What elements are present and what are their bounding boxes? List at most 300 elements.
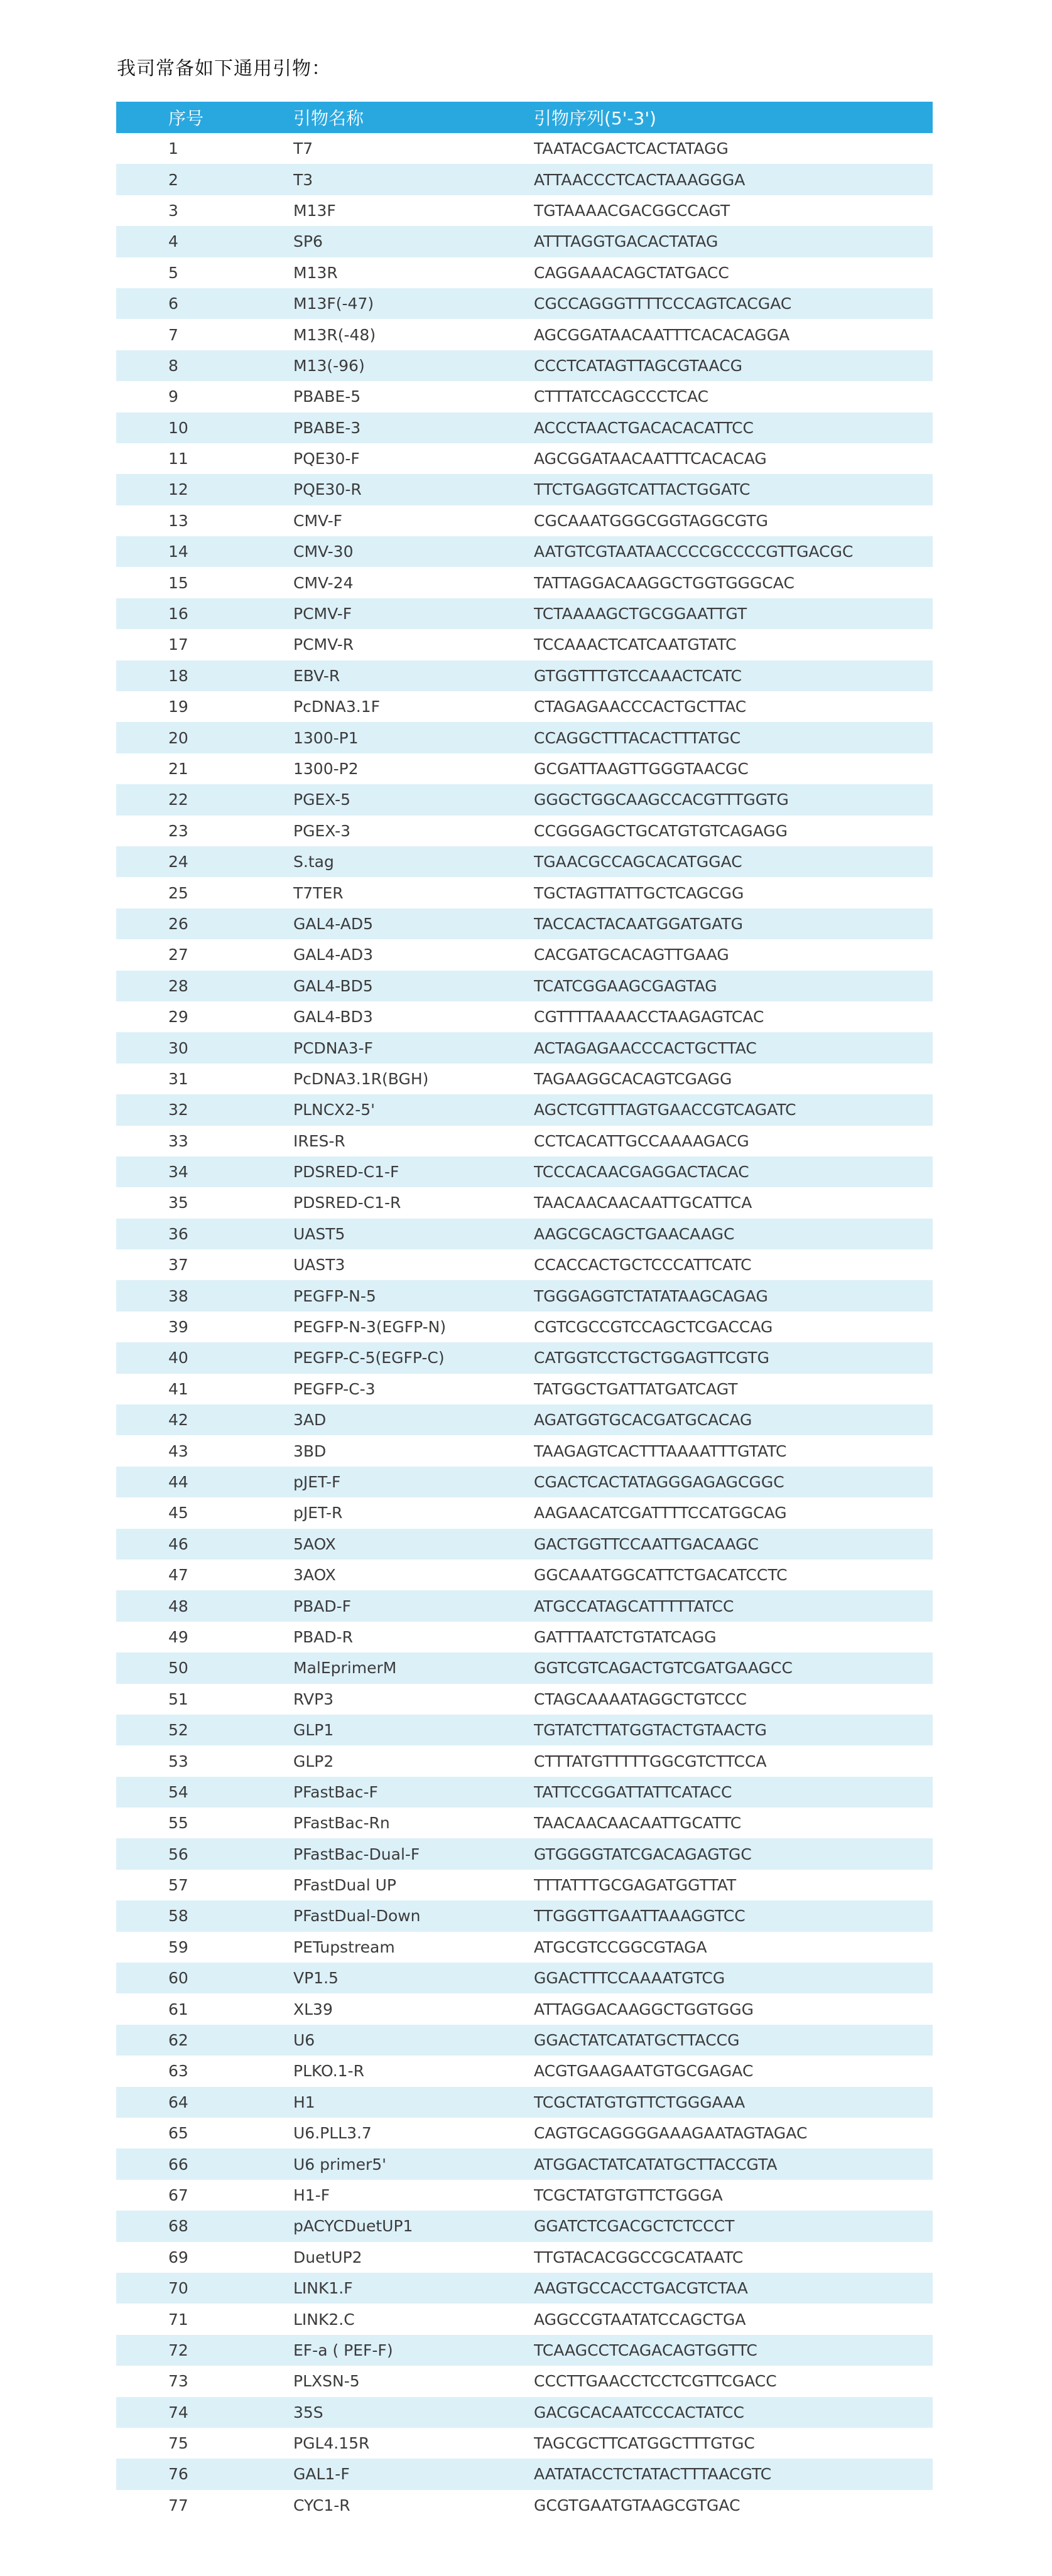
- table-row: [116, 1064, 933, 1094]
- table-row: [116, 1715, 933, 1745]
- cell-primer-name: DuetUP2: [293, 2242, 534, 2273]
- table-row: [116, 691, 933, 722]
- cell-primer-sequence: CTTTATGTTTTTGGCGTCTTCCA: [534, 1745, 933, 1776]
- table-row: [116, 1652, 933, 1683]
- cell-primer-sequence: TAATACGACTCACTATAGG: [534, 133, 933, 164]
- cell-number: 64: [116, 2087, 293, 2118]
- cell-primer-sequence: AGATGGTGCACGATGCACAG: [534, 1404, 933, 1435]
- cell-number: 75: [116, 2428, 293, 2459]
- cell-primer-sequence: CACGATGCACAGTTGAAG: [534, 939, 933, 970]
- cell-primer-name: GLP1: [293, 1715, 534, 1745]
- cell-primer-sequence: GGACTTTCCAAAATGTCG: [534, 1963, 933, 1993]
- cell-primer-name: PEGFP-C-3: [293, 1374, 534, 1404]
- cell-primer-sequence: TATTAGGACAAGGCTGGTGGGCAC: [534, 567, 933, 598]
- cell-primer-sequence: CAGTGCAGGGGAAAGAATAGTAGAC: [534, 2118, 933, 2148]
- cell-primer-sequence: TATTCCGGATTATTCATACC: [534, 1777, 933, 1808]
- table-row: [116, 846, 933, 877]
- cell-number: 20: [116, 722, 293, 753]
- cell-primer-sequence: GGTCGTCAGACTGTCGATGAAGCC: [534, 1652, 933, 1683]
- cell-number: 27: [116, 939, 293, 970]
- table-header-row: [116, 102, 933, 133]
- cell-primer-sequence: CTAGCAAAATAGGCTGTCCC: [534, 1684, 933, 1715]
- cell-primer-name: PFastBac-Rn: [293, 1808, 534, 1838]
- cell-primer-name: UAST3: [293, 1249, 534, 1280]
- cell-number: 19: [116, 691, 293, 722]
- cell-number: 63: [116, 2056, 293, 2086]
- table-row: [116, 133, 933, 164]
- cell-primer-name: 5AOX: [293, 1529, 534, 1560]
- cell-primer-sequence: CCCTTGAACCTCCTCGTTCGACC: [534, 2366, 933, 2396]
- table-row: [116, 2118, 933, 2148]
- cell-number: 51: [116, 1684, 293, 1715]
- cell-primer-sequence: AGGCCGTAATATCCAGCTGA: [534, 2304, 933, 2334]
- cell-primer-name: IRES-R: [293, 1126, 534, 1156]
- table-row: [116, 1932, 933, 1963]
- cell-primer-sequence: CTTTATCCAGCCCTCAC: [534, 381, 933, 412]
- cell-number: 71: [116, 2304, 293, 2334]
- cell-number: 29: [116, 1001, 293, 1032]
- cell-number: 39: [116, 1312, 293, 1342]
- cell-primer-sequence: TGGGAGGTCTATATAAGCAGAG: [534, 1280, 933, 1311]
- cell-primer-name: H1: [293, 2087, 534, 2118]
- cell-primer-name: PFastDual UP: [293, 1870, 534, 1900]
- cell-number: 35: [116, 1187, 293, 1218]
- cell-number: 18: [116, 660, 293, 691]
- cell-number: 6: [116, 288, 293, 319]
- table-row: [116, 1745, 933, 1776]
- cell-number: 69: [116, 2242, 293, 2273]
- table-row: [116, 412, 933, 443]
- cell-primer-name: RVP3: [293, 1684, 534, 1715]
- table-row: [116, 288, 933, 319]
- cell-primer-sequence: ATGCGTCCGGCGTAGA: [534, 1932, 933, 1963]
- table-row: [116, 1467, 933, 1497]
- cell-number: 74: [116, 2397, 293, 2428]
- cell-primer-name: 3BD: [293, 1435, 534, 1466]
- cell-primer-name: LINK2.C: [293, 2304, 534, 2334]
- cell-primer-name: GAL4-AD5: [293, 908, 534, 939]
- table-row: [116, 1870, 933, 1900]
- cell-primer-name: PGEX-3: [293, 816, 534, 846]
- cell-primer-name: UAST5: [293, 1219, 534, 1249]
- cell-number: 11: [116, 443, 293, 474]
- table-row: [116, 257, 933, 288]
- cell-number: 68: [116, 2211, 293, 2241]
- cell-number: 43: [116, 1435, 293, 1466]
- table-body: [116, 133, 933, 2521]
- cell-primer-sequence: CCACCACTGCTCCCATTCATC: [534, 1249, 933, 1280]
- cell-number: 5: [116, 257, 293, 288]
- cell-primer-name: PGL4.15R: [293, 2428, 534, 2459]
- cell-primer-sequence: ATGGACTATCATATGCTTACCGTA: [534, 2148, 933, 2179]
- cell-primer-sequence: CAGGAAACAGCTATGACC: [534, 257, 933, 288]
- cell-number: 33: [116, 1126, 293, 1156]
- table-row: [116, 164, 933, 195]
- table-row: [116, 1312, 933, 1342]
- table-row: [116, 2180, 933, 2211]
- page-title: 我司常备如下通用引物：: [117, 58, 331, 80]
- cell-primer-name: PETupstream: [293, 1932, 534, 1963]
- table-row: [116, 1838, 933, 1869]
- cell-primer-name: U6 primer5': [293, 2148, 534, 2179]
- cell-number: 67: [116, 2180, 293, 2211]
- cell-number: 3: [116, 195, 293, 226]
- table-row: [116, 2366, 933, 2396]
- cell-primer-sequence: CCAGGCTTTACACTTTATGC: [534, 722, 933, 753]
- cell-primer-name: pJET-R: [293, 1497, 534, 1528]
- table-row: [116, 1374, 933, 1404]
- table-row: [116, 598, 933, 629]
- cell-primer-sequence: CGCAAATGGGCGGTAGGCGTG: [534, 505, 933, 536]
- cell-primer-sequence: TAGCGCTTCATGGCTTTGTGC: [534, 2428, 933, 2459]
- table-row: [116, 1808, 933, 1838]
- cell-primer-name: CMV-F: [293, 505, 534, 536]
- cell-primer-name: MalEprimerM: [293, 1652, 534, 1683]
- cell-primer-sequence: CGTTTTAAAACCTAAGAGTCAC: [534, 1001, 933, 1032]
- cell-number: 60: [116, 1963, 293, 1993]
- cell-primer-sequence: TCCAAACTCATCAATGTATC: [534, 629, 933, 660]
- cell-primer-sequence: ATTAACCCTCACTAAAGGGA: [534, 164, 933, 195]
- table-row: [116, 1777, 933, 1808]
- cell-number: 25: [116, 877, 293, 908]
- cell-number: 42: [116, 1404, 293, 1435]
- table-row: [116, 816, 933, 846]
- table-row: [116, 1126, 933, 1156]
- cell-primer-sequence: CCGGGAGCTGCATGTGTCAGAGG: [534, 816, 933, 846]
- cell-primer-name: pACYCDuetUP1: [293, 2211, 534, 2241]
- table-row: [116, 1280, 933, 1311]
- table-row: [116, 1187, 933, 1218]
- cell-primer-sequence: ATTTAGGTGACACTATAG: [534, 226, 933, 257]
- cell-primer-sequence: TAAGAGTCACTTTAAAATTTGTATC: [534, 1435, 933, 1466]
- table-row: [116, 567, 933, 598]
- cell-primer-name: GLP2: [293, 1745, 534, 1776]
- cell-number: 23: [116, 816, 293, 846]
- primer-table: [116, 102, 933, 2521]
- cell-primer-name: PLKO.1-R: [293, 2056, 534, 2086]
- cell-primer-name: PFastBac-F: [293, 1777, 534, 1808]
- cell-primer-sequence: GGCAAATGGCATTCTGACATCCTC: [534, 1560, 933, 1590]
- table-row: [116, 1497, 933, 1528]
- cell-number: 66: [116, 2148, 293, 2179]
- cell-primer-name: CMV-30: [293, 536, 534, 567]
- cell-primer-sequence: CGCCAGGGTTTTCCCAGTCACGAC: [534, 288, 933, 319]
- cell-primer-sequence: TCAAGCCTCAGACAGTGGTTC: [534, 2335, 933, 2366]
- cell-primer-sequence: CGTCGCCGTCCAGCTCGACCAG: [534, 1312, 933, 1342]
- cell-primer-name: M13(-96): [293, 350, 534, 381]
- table-row: [116, 1993, 933, 2024]
- cell-primer-name: EF-a ( PEF-F): [293, 2335, 534, 2366]
- table-row: [116, 226, 933, 257]
- table-row: [116, 2490, 933, 2521]
- table-row: [116, 1001, 933, 1032]
- cell-primer-name: PCMV-R: [293, 629, 534, 660]
- cell-primer-name: PFastDual-Down: [293, 1900, 534, 1931]
- column-header-name: 引物名称: [293, 102, 534, 133]
- table-row: [116, 1684, 933, 1715]
- table-row: [116, 660, 933, 691]
- cell-primer-sequence: TAACAACAACAATTGCATTC: [534, 1808, 933, 1838]
- cell-primer-name: U6: [293, 2025, 534, 2056]
- table-row: [116, 971, 933, 1001]
- cell-number: 38: [116, 1280, 293, 1311]
- cell-primer-sequence: ATTAGGACAAGGCTGGTGGG: [534, 1993, 933, 2024]
- cell-primer-sequence: TAGAAGGCACAGTCGAGG: [534, 1064, 933, 1094]
- cell-primer-name: PDSRED-C1-F: [293, 1156, 534, 1187]
- cell-number: 24: [116, 846, 293, 877]
- cell-number: 17: [116, 629, 293, 660]
- cell-primer-name: 35S: [293, 2397, 534, 2428]
- table-row: [116, 1219, 933, 1249]
- cell-number: 48: [116, 1590, 293, 1621]
- cell-number: 2: [116, 164, 293, 195]
- cell-primer-sequence: AATGTCGTAATAACCCCGCCCCGTTGACGC: [534, 536, 933, 567]
- cell-primer-name: PcDNA3.1F: [293, 691, 534, 722]
- table-row: [116, 1900, 933, 1931]
- cell-primer-name: XL39: [293, 1993, 534, 2024]
- cell-primer-name: PFastBac-Dual-F: [293, 1838, 534, 1869]
- cell-number: 58: [116, 1900, 293, 1931]
- cell-number: 53: [116, 1745, 293, 1776]
- table-row: [116, 629, 933, 660]
- cell-primer-name: PGEX-5: [293, 784, 534, 815]
- cell-number: 44: [116, 1467, 293, 1497]
- cell-primer-name: PBAD-R: [293, 1622, 534, 1652]
- cell-primer-name: 3AD: [293, 1404, 534, 1435]
- cell-primer-sequence: TACCACTACAATGGATGATG: [534, 908, 933, 939]
- cell-number: 54: [116, 1777, 293, 1808]
- table-row: [116, 2273, 933, 2304]
- cell-primer-name: VP1.5: [293, 1963, 534, 1993]
- table-row: [116, 2087, 933, 2118]
- table-row: [116, 2025, 933, 2056]
- cell-primer-name: GAL4-BD3: [293, 1001, 534, 1032]
- cell-primer-sequence: TGCTAGTTATTGCTCAGCGG: [534, 877, 933, 908]
- table-row: [116, 1529, 933, 1560]
- cell-number: 1: [116, 133, 293, 164]
- cell-number: 30: [116, 1032, 293, 1063]
- cell-primer-sequence: GCGTGAATGTAAGCGTGAC: [534, 2490, 933, 2521]
- cell-primer-sequence: AAGCGCAGCTGAACAAGC: [534, 1219, 933, 1249]
- cell-primer-sequence: AAGTGCCACCTGACGTCTAA: [534, 2273, 933, 2304]
- cell-primer-sequence: AAGAACATCGATTTTCCATGGCAG: [534, 1497, 933, 1528]
- cell-primer-sequence: TGTAAAACGACGGCCAGT: [534, 195, 933, 226]
- table-row: [116, 877, 933, 908]
- cell-primer-name: 1300-P2: [293, 753, 534, 784]
- cell-number: 65: [116, 2118, 293, 2148]
- cell-primer-name: T7: [293, 133, 534, 164]
- cell-primer-sequence: TTGGGTTGAATTAAAGGTCC: [534, 1900, 933, 1931]
- table-row: [116, 1590, 933, 1621]
- cell-primer-sequence: TATGGCTGATTATGATCAGT: [534, 1374, 933, 1404]
- table-row: [116, 722, 933, 753]
- table-row: [116, 1404, 933, 1435]
- cell-primer-name: M13F(-47): [293, 288, 534, 319]
- table-row: [116, 195, 933, 226]
- table-row: [116, 1094, 933, 1125]
- cell-number: 13: [116, 505, 293, 536]
- table-row: [116, 2056, 933, 2086]
- cell-number: 9: [116, 381, 293, 412]
- cell-primer-sequence: GTGGGGTATCGACAGAGTGC: [534, 1838, 933, 1869]
- cell-primer-sequence: GACTGGTTCCAATTGACAAGC: [534, 1529, 933, 1560]
- cell-number: 73: [116, 2366, 293, 2396]
- cell-primer-sequence: GGACTATCATATGCTTACCG: [534, 2025, 933, 2056]
- cell-primer-name: PcDNA3.1R(BGH): [293, 1064, 534, 1094]
- cell-primer-name: SP6: [293, 226, 534, 257]
- cell-number: 49: [116, 1622, 293, 1652]
- cell-number: 4: [116, 226, 293, 257]
- cell-number: 70: [116, 2273, 293, 2304]
- table-row: [116, 1156, 933, 1187]
- cell-primer-name: H1-F: [293, 2180, 534, 2211]
- cell-primer-name: 3AOX: [293, 1560, 534, 1590]
- cell-primer-name: PBAD-F: [293, 1590, 534, 1621]
- cell-primer-name: pJET-F: [293, 1467, 534, 1497]
- cell-primer-sequence: TCCCACAACGAGGACTACAC: [534, 1156, 933, 1187]
- table-row: [116, 784, 933, 815]
- cell-number: 31: [116, 1064, 293, 1094]
- table-row: [116, 2242, 933, 2273]
- cell-primer-sequence: TCGCTATGTGTTCTGGGA: [534, 2180, 933, 2211]
- cell-number: 57: [116, 1870, 293, 1900]
- cell-primer-name: PEGFP-N-5: [293, 1280, 534, 1311]
- cell-primer-sequence: CTAGAGAACCCACTGCTTAC: [534, 691, 933, 722]
- cell-primer-sequence: TCATCGGAAGCGAGTAG: [534, 971, 933, 1001]
- cell-primer-sequence: GCGATTAAGTTGGGTAACGC: [534, 753, 933, 784]
- cell-primer-sequence: GGGCTGGCAAGCCACGTTTGGTG: [534, 784, 933, 815]
- cell-number: 46: [116, 1529, 293, 1560]
- cell-number: 10: [116, 412, 293, 443]
- cell-primer-sequence: TTTATTTGCGAGATGGTTAT: [534, 1870, 933, 1900]
- cell-primer-sequence: TGAACGCCAGCACATGGAC: [534, 846, 933, 877]
- cell-number: 36: [116, 1219, 293, 1249]
- column-header-no: 序号: [116, 102, 293, 133]
- table-row: [116, 2459, 933, 2489]
- cell-number: 62: [116, 2025, 293, 2056]
- cell-primer-sequence: ATGCCATAGCATTTTTATCC: [534, 1590, 933, 1621]
- cell-number: 16: [116, 598, 293, 629]
- cell-number: 76: [116, 2459, 293, 2489]
- table-row: [116, 1032, 933, 1063]
- cell-primer-name: PBABE-3: [293, 412, 534, 443]
- table-row: [116, 381, 933, 412]
- cell-primer-name: T7TER: [293, 877, 534, 908]
- cell-primer-name: PQE30-F: [293, 443, 534, 474]
- cell-number: 28: [116, 971, 293, 1001]
- cell-number: 21: [116, 753, 293, 784]
- cell-primer-name: M13R(-48): [293, 319, 534, 350]
- cell-primer-sequence: ACCCTAACTGACACACATTCC: [534, 412, 933, 443]
- cell-number: 45: [116, 1497, 293, 1528]
- cell-primer-sequence: TCGCTATGTGTTCTGGGAAA: [534, 2087, 933, 2118]
- cell-primer-sequence: GTGGTTTGTCCAAACTCATC: [534, 660, 933, 691]
- table-row: [116, 2148, 933, 2179]
- cell-primer-name: T3: [293, 164, 534, 195]
- cell-primer-sequence: ACTAGAGAACCCACTGCTTAC: [534, 1032, 933, 1063]
- cell-number: 77: [116, 2490, 293, 2521]
- column-header-sequence: 引物序列(5'-3'): [534, 102, 933, 133]
- cell-number: 72: [116, 2335, 293, 2366]
- cell-primer-sequence: AGCGGATAACAATTTCACACAG: [534, 443, 933, 474]
- cell-primer-name: GAL4-BD5: [293, 971, 534, 1001]
- cell-primer-sequence: CCTCACATTGCCAAAAGACG: [534, 1126, 933, 1156]
- table-row: [116, 1249, 933, 1280]
- cell-primer-sequence: GATTTAATCTGTATCAGG: [534, 1622, 933, 1652]
- cell-primer-name: EBV-R: [293, 660, 534, 691]
- table-row: [116, 2304, 933, 2334]
- table-row: [116, 505, 933, 536]
- table-row: [116, 2428, 933, 2459]
- cell-primer-name: GAL4-AD3: [293, 939, 534, 970]
- cell-primer-sequence: TAACAACAACAATTGCATTCA: [534, 1187, 933, 1218]
- cell-primer-sequence: GGATCTCGACGCTCTCCCT: [534, 2211, 933, 2241]
- cell-number: 47: [116, 1560, 293, 1590]
- cell-number: 50: [116, 1652, 293, 1683]
- cell-primer-name: GAL1-F: [293, 2459, 534, 2489]
- cell-primer-name: S.tag: [293, 846, 534, 877]
- table-row: [116, 2397, 933, 2428]
- cell-number: 14: [116, 536, 293, 567]
- cell-number: 40: [116, 1342, 293, 1373]
- table-row: [116, 536, 933, 567]
- cell-number: 26: [116, 908, 293, 939]
- cell-primer-sequence: AATATACCTCTATACTTTAACGTC: [534, 2459, 933, 2489]
- cell-primer-name: PCDNA3-F: [293, 1032, 534, 1063]
- cell-primer-name: M13R: [293, 257, 534, 288]
- table-row: [116, 1435, 933, 1466]
- cell-primer-sequence: CGACTCACTATAGGGAGAGCGGC: [534, 1467, 933, 1497]
- cell-primer-name: PLNCX2-5': [293, 1094, 534, 1125]
- cell-number: 15: [116, 567, 293, 598]
- cell-number: 8: [116, 350, 293, 381]
- cell-primer-name: PEGFP-C-5(EGFP-C): [293, 1342, 534, 1373]
- cell-number: 61: [116, 1993, 293, 2024]
- table-row: [116, 1963, 933, 1993]
- table-row: [116, 350, 933, 381]
- cell-primer-sequence: TTCTGAGGTCATTACTGGATC: [534, 474, 933, 505]
- cell-primer-sequence: CCCTCATAGTTAGCGTAACG: [534, 350, 933, 381]
- table-row: [116, 2335, 933, 2366]
- cell-primer-name: U6.PLL3.7: [293, 2118, 534, 2148]
- table-row: [116, 908, 933, 939]
- table-row: [116, 474, 933, 505]
- cell-primer-name: CYC1-R: [293, 2490, 534, 2521]
- cell-primer-name: CMV-24: [293, 567, 534, 598]
- cell-primer-sequence: AGCGGATAACAATTTCACACAGGA: [534, 319, 933, 350]
- cell-number: 22: [116, 784, 293, 815]
- cell-primer-name: PEGFP-N-3(EGFP-N): [293, 1312, 534, 1342]
- table-row: [116, 319, 933, 350]
- cell-primer-name: PLXSN-5: [293, 2366, 534, 2396]
- table-row: [116, 1342, 933, 1373]
- table-row: [116, 443, 933, 474]
- cell-number: 7: [116, 319, 293, 350]
- cell-primer-sequence: TTGTACACGGCCGCATAATC: [534, 2242, 933, 2273]
- table-row: [116, 1560, 933, 1590]
- cell-number: 34: [116, 1156, 293, 1187]
- cell-number: 37: [116, 1249, 293, 1280]
- cell-primer-name: PCMV-F: [293, 598, 534, 629]
- cell-number: 32: [116, 1094, 293, 1125]
- cell-primer-name: PQE30-R: [293, 474, 534, 505]
- cell-primer-sequence: CATGGTCCTGCTGGAGTTCGTG: [534, 1342, 933, 1373]
- cell-number: 52: [116, 1715, 293, 1745]
- cell-primer-name: M13F: [293, 195, 534, 226]
- table-row: [116, 1622, 933, 1652]
- table-row: [116, 939, 933, 970]
- cell-number: 56: [116, 1838, 293, 1869]
